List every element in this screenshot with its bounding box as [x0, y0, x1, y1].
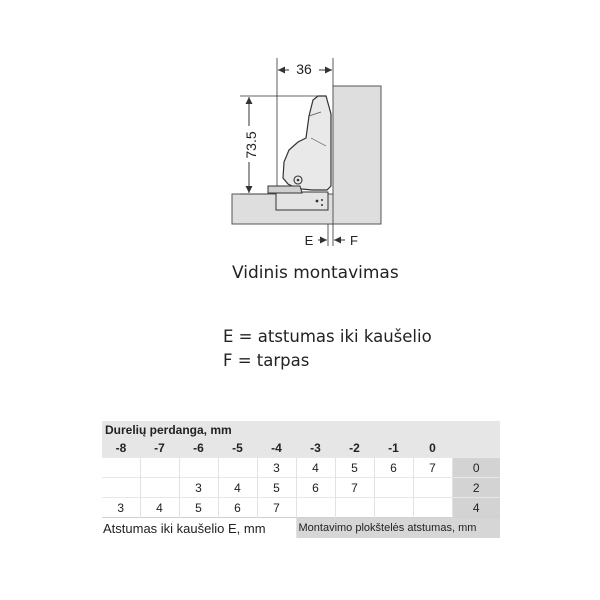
- label-e: E: [304, 233, 314, 248]
- header-cell: 0: [413, 439, 452, 458]
- overlay-table: [102, 421, 500, 538]
- dimension-width-label: 36: [296, 61, 312, 77]
- legend-f: F = tarpas: [223, 351, 310, 370]
- table-cell: 3: [179, 478, 218, 498]
- legend-e: E = atstumas iki kaušelio: [223, 327, 432, 346]
- footer-cup-distance-label: Atstumas iki kaušelio E, mm: [102, 518, 296, 539]
- table-cell: 7: [335, 478, 374, 498]
- hinge-arm: [283, 96, 331, 190]
- mounting-plate: [276, 192, 328, 210]
- table-cell: [374, 498, 413, 518]
- table-cell: 4: [296, 458, 335, 478]
- table-cell: [413, 498, 452, 518]
- table-cell: 4: [218, 478, 257, 498]
- table-cell: 6: [218, 498, 257, 518]
- table-cell: 6: [374, 458, 413, 478]
- header-cell: -7: [140, 439, 179, 458]
- header-cell: -5: [218, 439, 257, 458]
- table-row: [102, 458, 500, 478]
- hinge-drawing: [0, 0, 600, 260]
- cabinet-wall: [333, 86, 381, 224]
- hinge-table: [102, 421, 500, 538]
- header-cell: -8: [102, 439, 140, 458]
- table-cell: 3: [257, 458, 296, 478]
- plate-distance-cell: 2: [452, 478, 500, 498]
- table-cell: 5: [257, 478, 296, 498]
- table-cell: [374, 478, 413, 498]
- header-cell: -6: [179, 439, 218, 458]
- header-row: [102, 439, 500, 458]
- mounting-title: Vidinis montavimas: [232, 263, 399, 283]
- table-row: [102, 498, 500, 518]
- header-cell: -3: [296, 439, 335, 458]
- table-cell: 4: [140, 498, 179, 518]
- table-cell: [335, 498, 374, 518]
- table-cell: [413, 478, 452, 498]
- plate-distance-cell: 4: [452, 498, 500, 518]
- header-cell: -2: [335, 439, 374, 458]
- footer-plate-distance-label: Montavimo plokštelės atstumas, mm: [296, 518, 500, 539]
- table-cell: 5: [335, 458, 374, 478]
- table-cell: 3: [102, 498, 140, 518]
- table-cell: [218, 458, 257, 478]
- table-row: [102, 478, 500, 498]
- label-f: F: [350, 233, 358, 248]
- table-cell: 6: [296, 478, 335, 498]
- table-cell: [102, 458, 140, 478]
- table-cell: 7: [257, 498, 296, 518]
- hinge-cup: [268, 186, 302, 193]
- plate-distance-cell: 0: [452, 458, 500, 478]
- table-title: Durelių perdanga, mm: [102, 421, 500, 439]
- footer-row: [102, 518, 500, 539]
- table-cell: [296, 498, 335, 518]
- header-blank: [452, 439, 500, 458]
- table-cell: [102, 478, 140, 498]
- table-cell: [140, 478, 179, 498]
- table-cell: [179, 458, 218, 478]
- dimension-height-label: 73.5: [243, 131, 259, 159]
- table-cell: [140, 458, 179, 478]
- header-cell: -1: [374, 439, 413, 458]
- header-cell: -4: [257, 439, 296, 458]
- table-cell: 7: [413, 458, 452, 478]
- table-cell: 5: [179, 498, 218, 518]
